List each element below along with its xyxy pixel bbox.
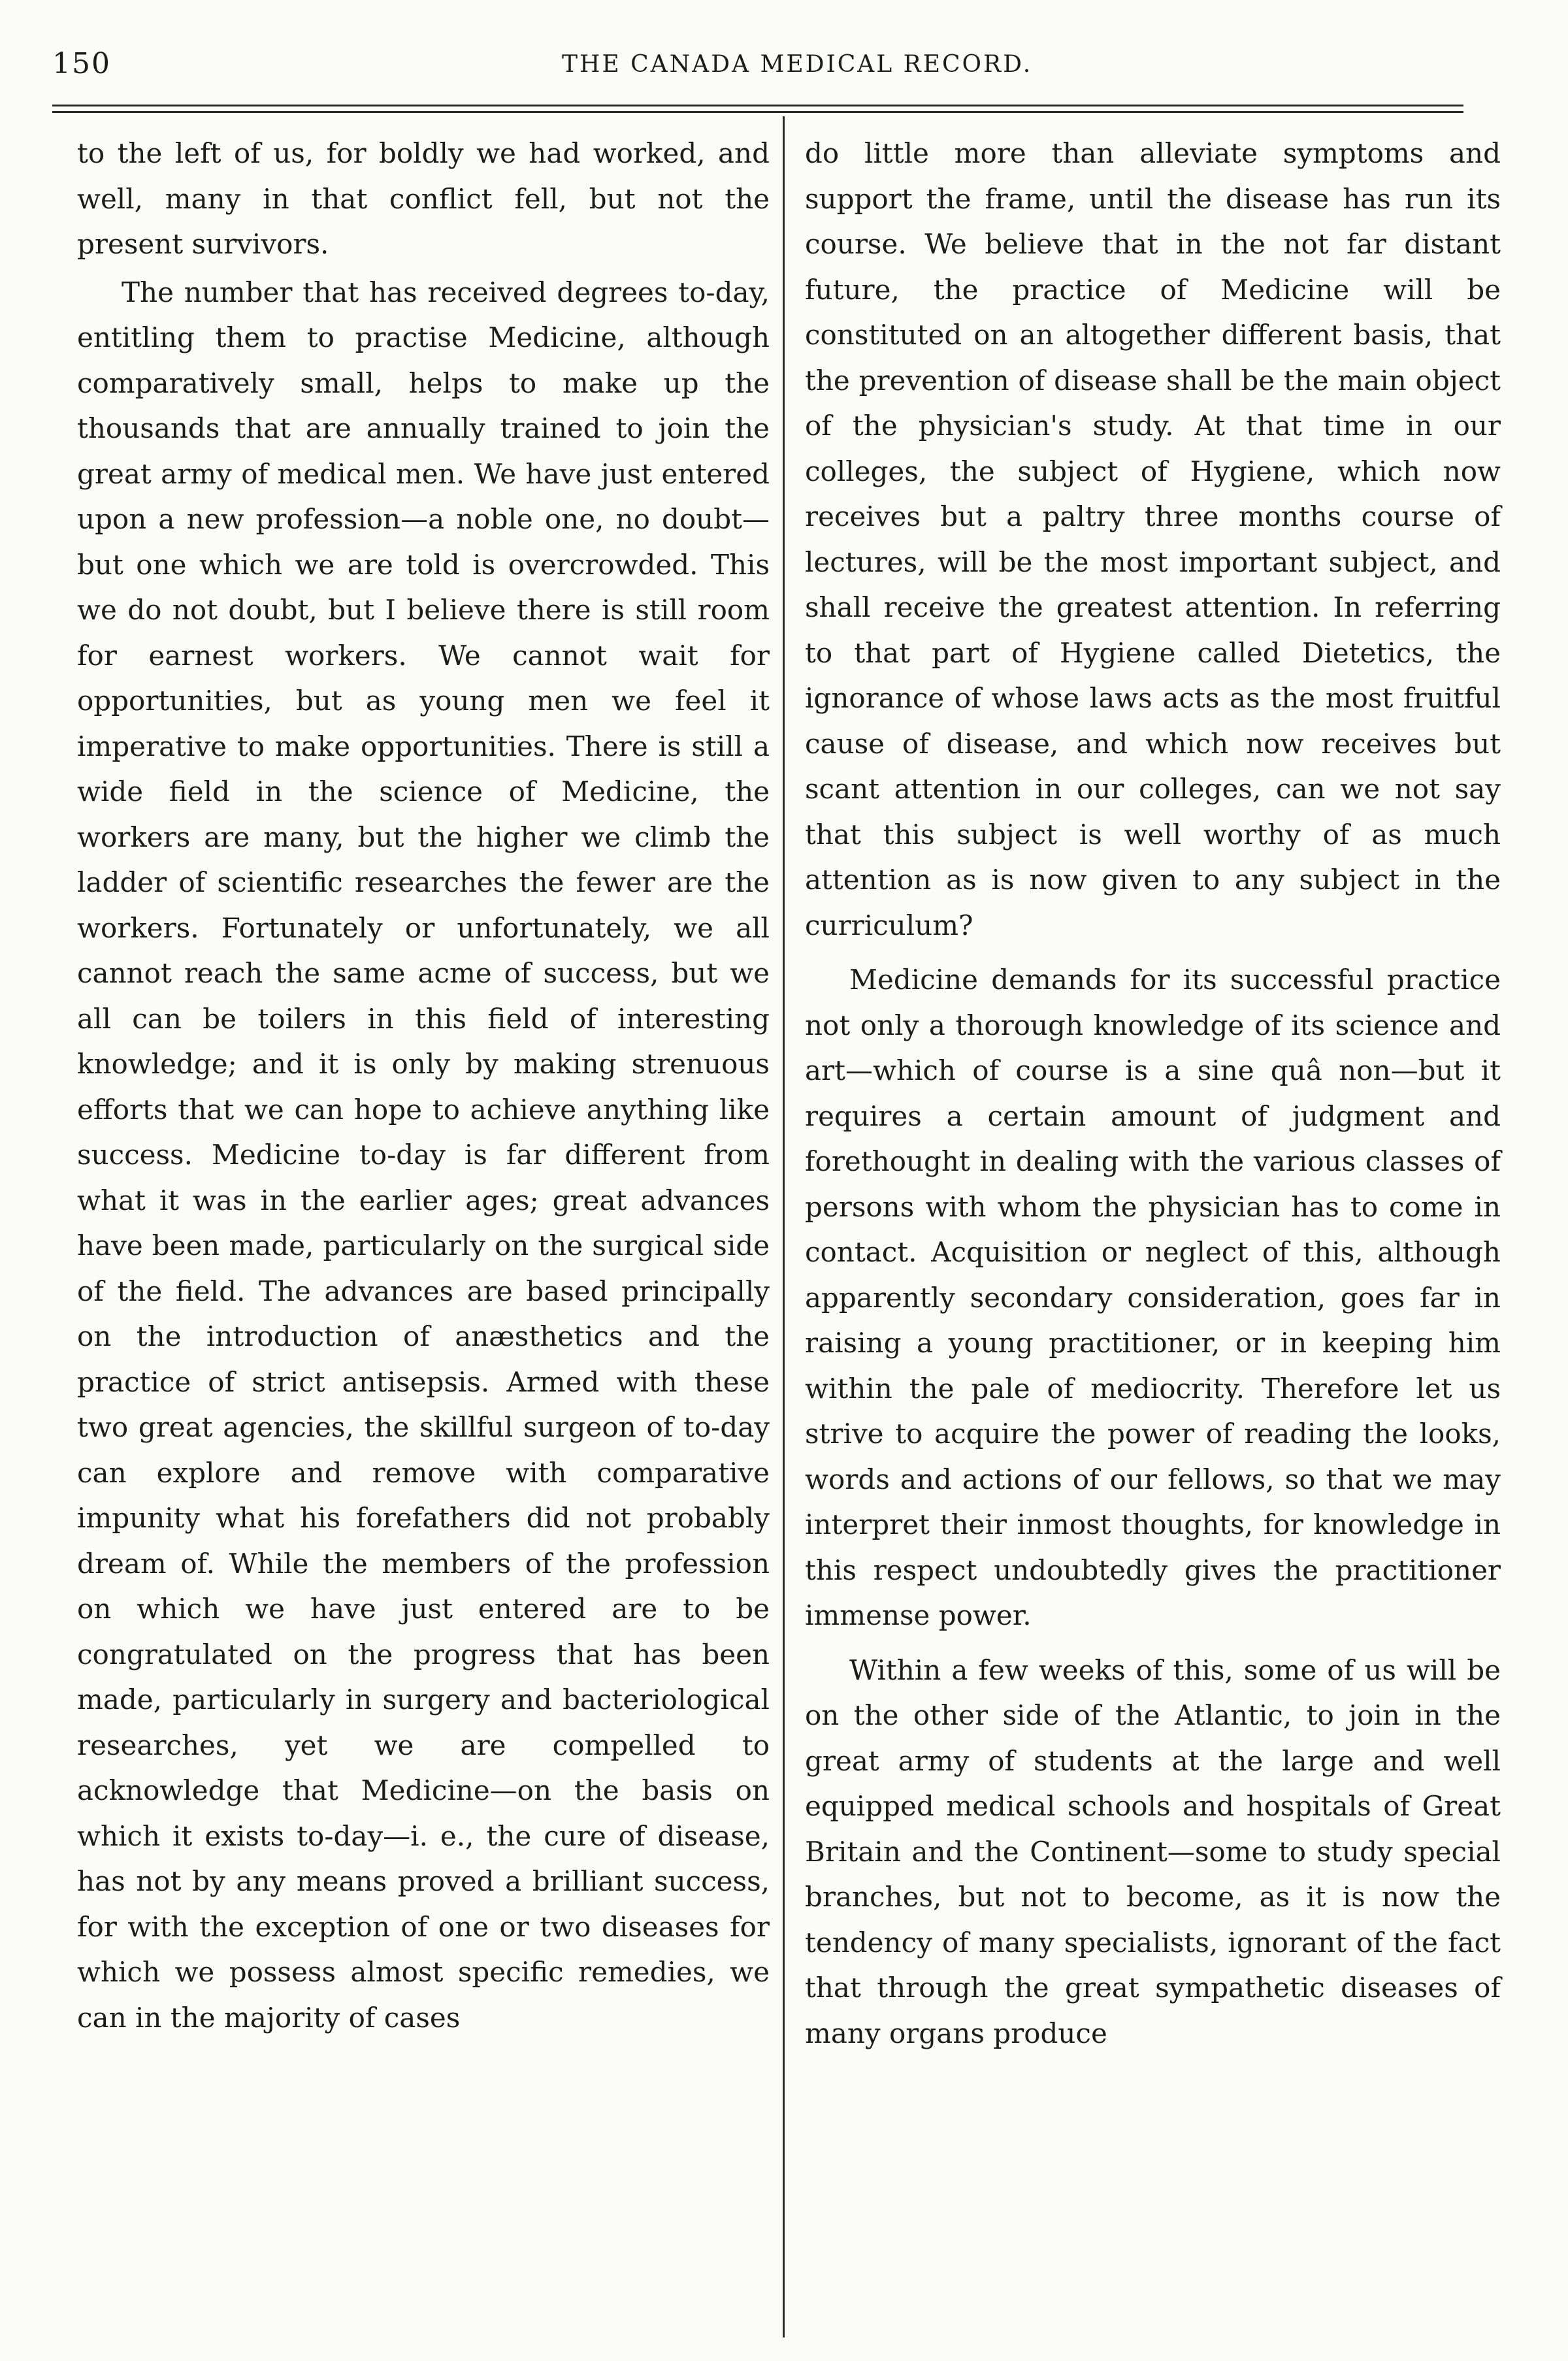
- paragraph-atlantic: Within a few weeks of this, some of us will be on the other side of the Atlantic, to join in the great army of students at the large and well equipped medical schools and hospitals of Great Britain and the Continent—some to study special branches, but not to become, as it is now the tendency of many specialists, ignorant of the fact that through the great sympathetic diseases of many organs produce: [805, 1653, 1501, 2049]
- page-number: 150: [52, 47, 111, 80]
- paragraph-medicine-demands: Medicine demands for its successful practice not only a thorough knowledge of its science and art—which of course is a sine quâ non—but it requires a certain amount of judgment and forethought in dealing with the various classes of persons with whom the physician has to come in contact. Acquisition or neglect of this, although apparently secondary consideration, goes far in raising a young practitioner, or in keeping him within the pale of mediocrity. Therefore let us strive to acquire the power of reading the looks, words and actions of our fellows, so that we may interpret their inmost thoughts, for knowledge in this respect undoubtedly gives the practitioner immense power.: [805, 964, 1501, 1631]
- left-column: [77, 131, 770, 2040]
- page-header: [52, 47, 1463, 93]
- paragraph-continued: to the left of us, for boldly we had worked, and well, many in that conflict fell, but not the present survivors.: [77, 137, 770, 260]
- paragraph-continued-right: do little more than alleviate symptoms and support the frame, until the disease has run its course. We believe that in the not far distant future, the practice of Medicine will be constituted on an altogether different basis, that the prevention of disease shall be the main object of the physician's study. At that time in our colleges, the subject of Hygiene, which now receives but a paltry three months course of lectures, will be the most important subject, and shall receive the greatest attention. In referring to that part of Hygiene called Dietetics, the ignorance of whose laws acts as the most fruitful cause of disease, and which now receives but scant attention in our colleges, can we not say that this subject is well worthy of as much attention as is now given to any subject in the curriculum?: [805, 137, 1501, 941]
- right-column: [805, 131, 1501, 2056]
- paragraph-graduates: The number that has received degrees to-day, entitling them to practise Medicine, although comparatively small, helps to make up the thousands that are annually trained to join the great army of medical men. We have just entered upon a new profession—a noble one, no doubt—but one which we are told is overcrowded. This we do not doubt, but I believe there is still room for earnest workers. We cannot wait for opportunities, but as young men we feel it imperative to make opportunities. There is still a wide field in the science of Medicine, the workers are many, but the higher we climb the ladder of scientific researches the fewer are the workers. Fortunately or unfortunately, we all cannot reach the same acme of success, but we all can be toilers in this field of interesting knowledge; and it is only by making strenuous efforts that we can hope to achieve anything like success. Medicine to-day is far different from what it was in the earlier ages; great advances have been made, particularly on the surgical side of the field. The advances are based principally on the introduction of anæsthetics and the practice of strict antisepsis. Armed with these two great agencies, the skillful surgeon of to-day can explore and remove with comparative impunity what his forefathers did not probably dream of. While the members of the profession on which we have just entered are to be congratulated on the progress that has been made, particularly in surgery and bacteriological researches, yet we are compelled to acknowledge that Medicine—on the basis on which it exists to-day—i. e., the cure of disease, has not by any means proved a brilliant success, for with the exception of one or two diseases for which we possess almost specific remedies, we can in the majority of cases: [77, 276, 770, 2034]
- column-divider: [783, 116, 785, 2337]
- header-rule: [52, 105, 1463, 106]
- header-rule-double: [52, 111, 1463, 113]
- running-head: THE CANADA MEDICAL RECORD.: [562, 51, 1033, 78]
